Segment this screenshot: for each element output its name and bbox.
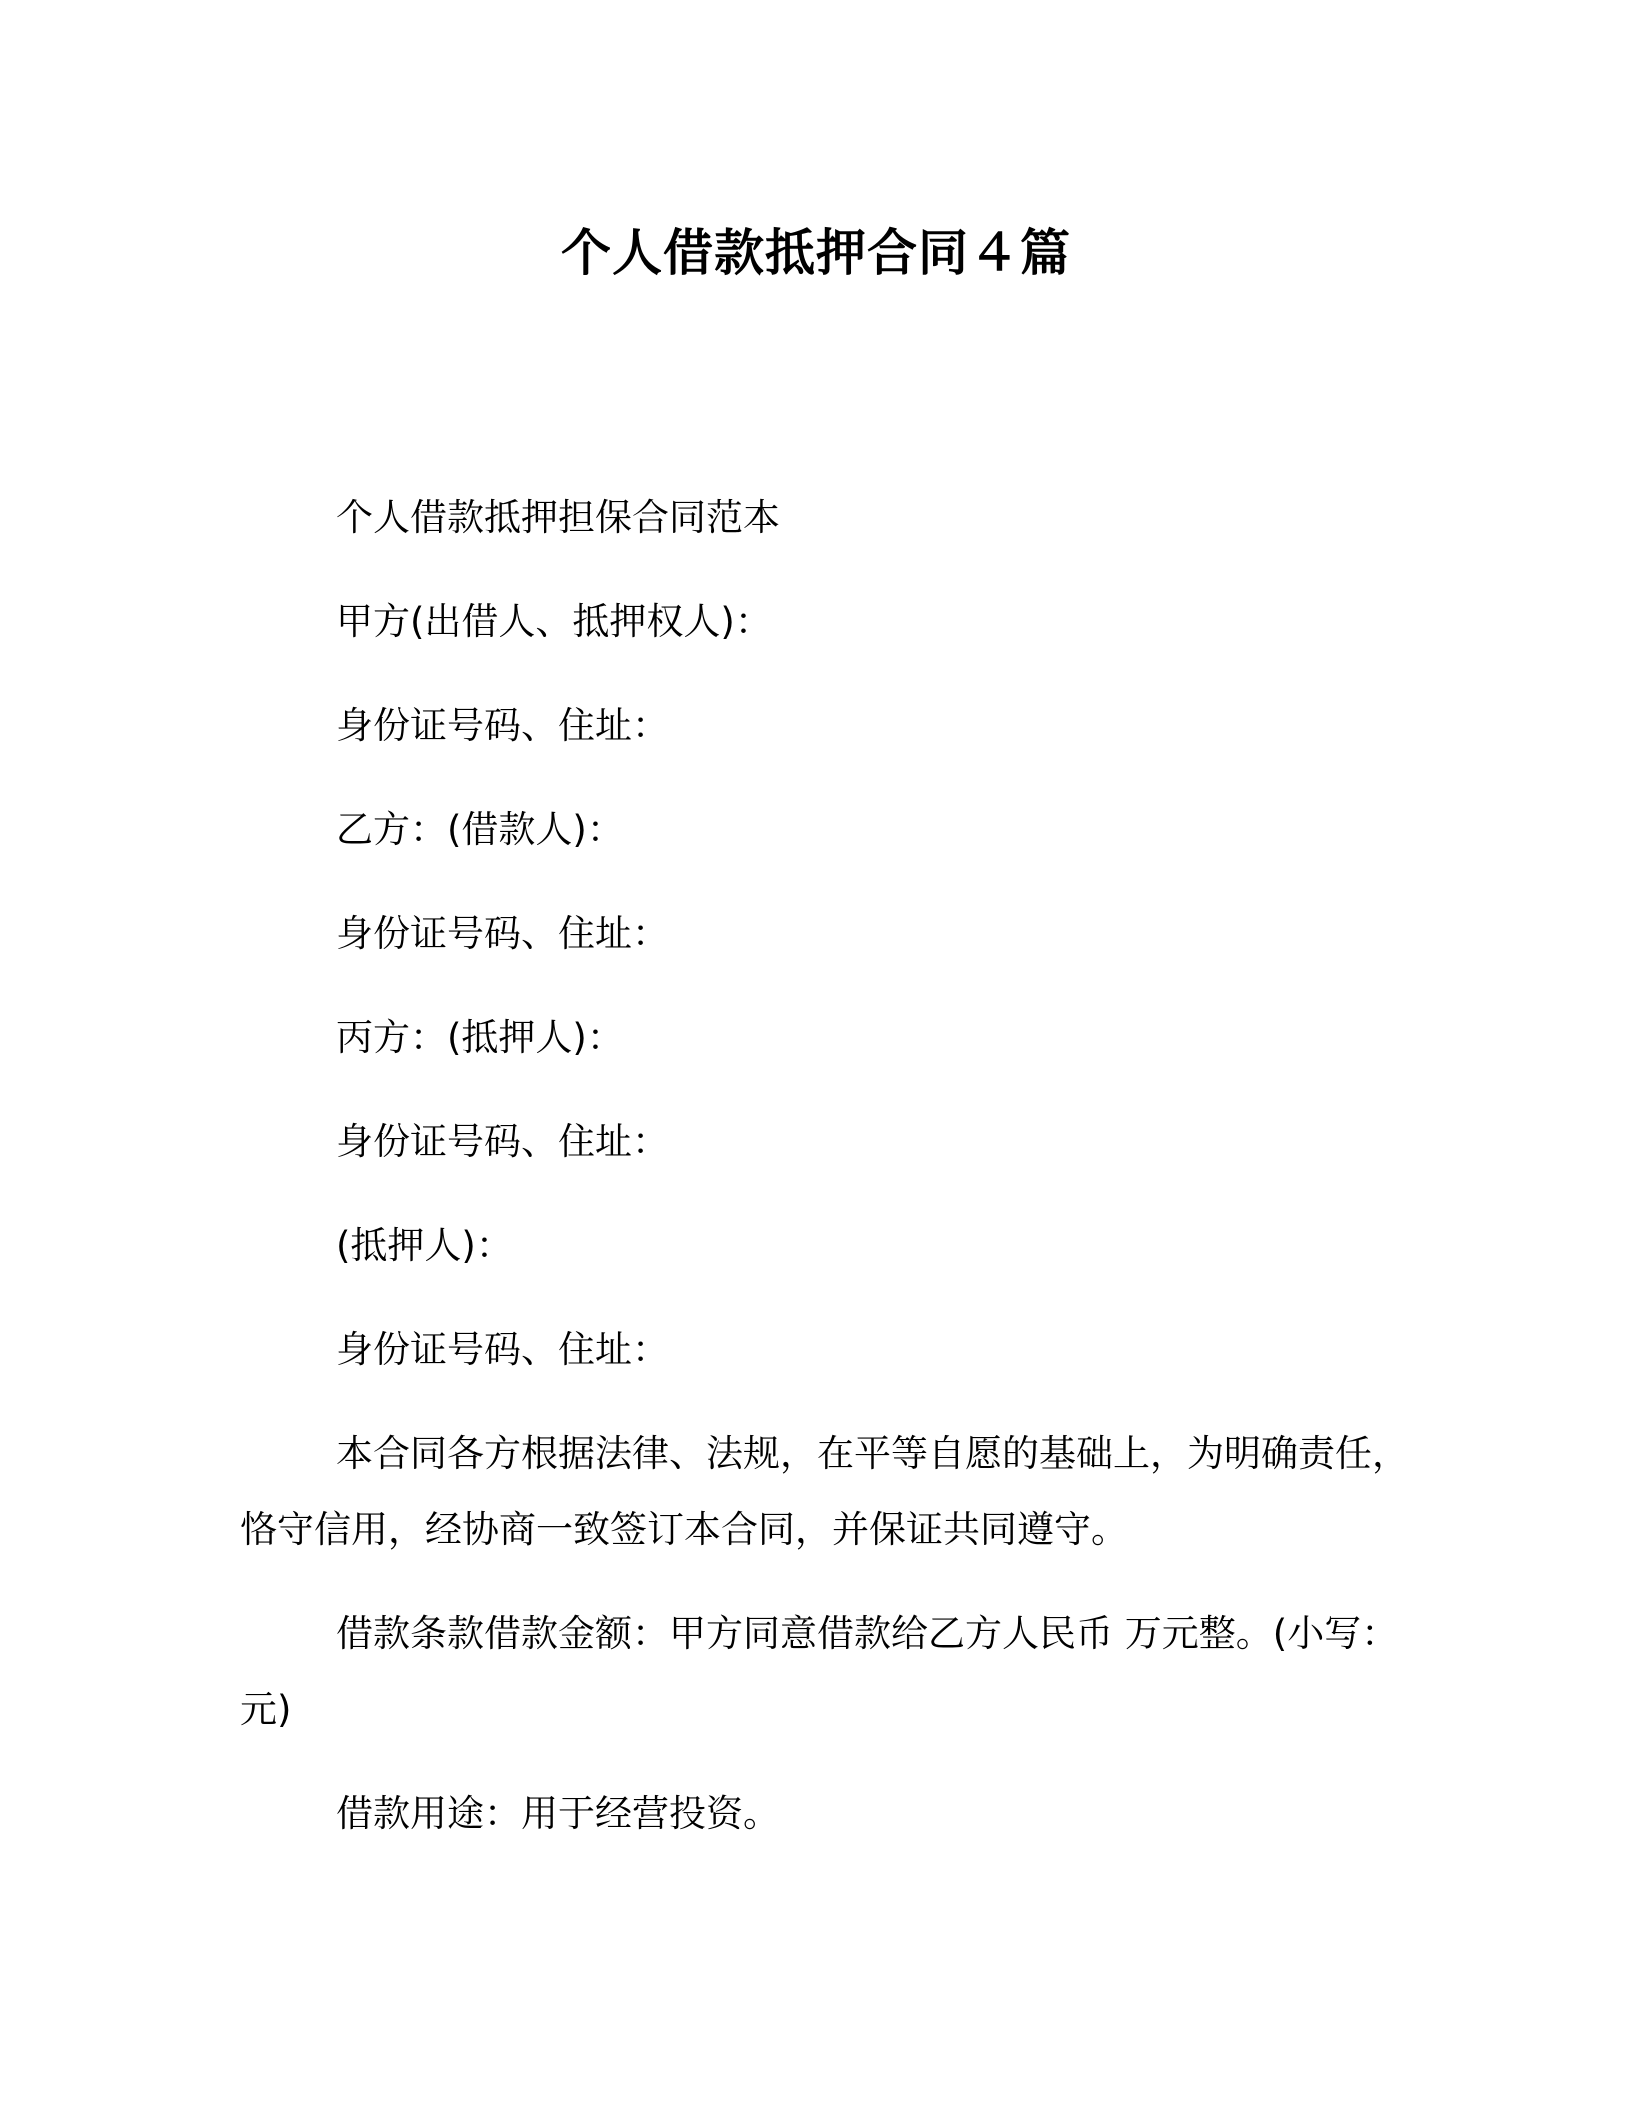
loan-amount-paragraph: 借款条款借款金额：甲方同意借款给乙方人民币 万元整。(小写：元) bbox=[240, 1612, 1399, 1731]
contract-subtitle: 个人借款抵押担保合同范本 bbox=[336, 496, 780, 539]
party-b-id-line: 身份证号码、住址： bbox=[336, 912, 669, 955]
mortgagor-id-line: 身份证号码、住址： bbox=[336, 1328, 669, 1371]
party-c-id-line: 身份证号码、住址： bbox=[336, 1120, 669, 1163]
party-a-line: 甲方(出借人、抵押权人)： bbox=[336, 600, 772, 643]
party-a-id-line: 身份证号码、住址： bbox=[336, 704, 669, 747]
mortgagor-line: (抵押人)： bbox=[336, 1224, 513, 1267]
loan-purpose-line: 借款用途：用于经营投资。 bbox=[336, 1792, 780, 1835]
party-b-line: 乙方：(借款人)： bbox=[336, 808, 624, 851]
party-c-line: 丙方：(抵押人)： bbox=[336, 1016, 624, 1059]
document-title: 个人借款抵押合同４篇 bbox=[561, 224, 1071, 282]
preamble-paragraph: 本合同各方根据法律、法规，在平等自愿的基础上，为明确责任，恪守信用，经协商一致签订本合同，并保证共同遵守。 bbox=[240, 1432, 1409, 1551]
